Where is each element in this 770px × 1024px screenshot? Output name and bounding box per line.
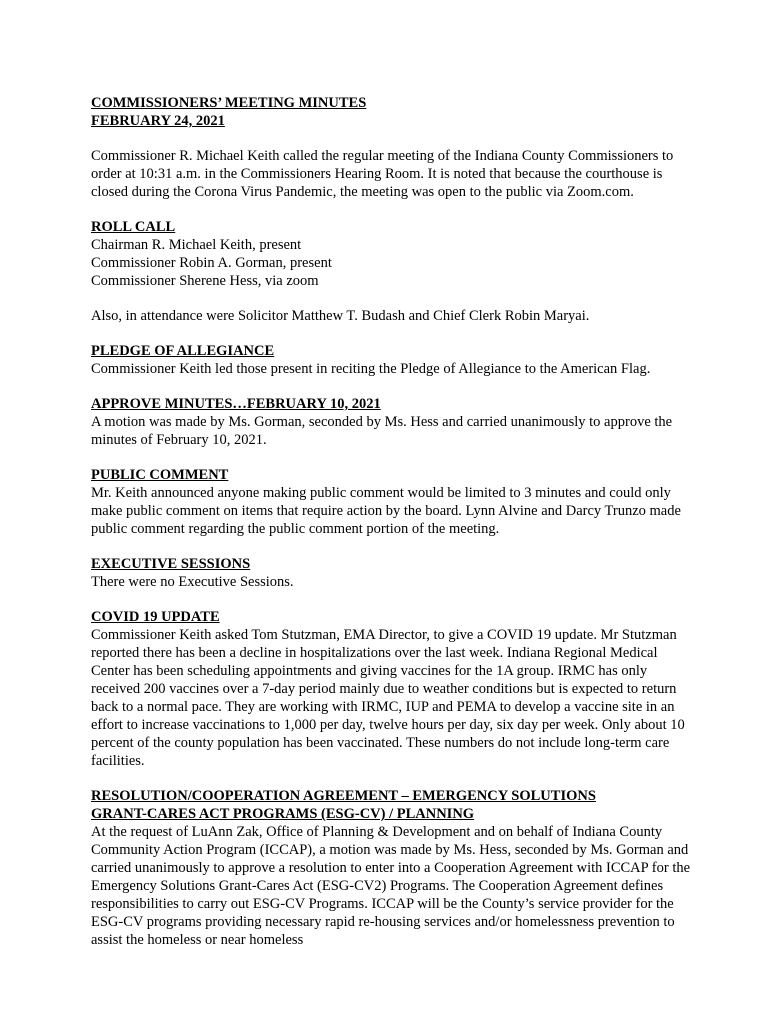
attendance-paragraph: Also, in attendance were Solicitor Matthew T. Budash and Chief Clerk Robin Maryai.	[91, 308, 590, 324]
covid-update-section	[91, 608, 691, 770]
minutes-page	[91, 94, 691, 966]
intro-paragraph: Commissioner R. Michael Keith called the regular meeting of the Indiana County Commissioners to order at 10:31 a.m. in the Commissioners Hearing Room. It is noted that because the courthouse is closed during the Corona Virus Pandemic, the meeting was open to the public via Zoom.com.	[91, 148, 674, 200]
approve-minutes-section	[91, 395, 691, 449]
covid-update-body: Commissioner Keith asked Tom Stutzman, EMA Director, to give a COVID 19 update. Mr Stutzman reported there has been a decline in hospitalizations over the last week. Indiana Regional Medical Center has been scheduling appointments and giving vaccines for the 1A group. IRMC has only received 200 vaccines over a 7-day period mainly due to weather conditions but is expected to return back to a normal pace. They are working with IRMC, IUP and PEMA to develop a vaccine site in an effort to increase vaccinations to 1,000 per day, twelve hours per day, six day per week. Only about 10 percent of the county population has been vaccinated. These numbers do not include long-term care facilities.	[91, 627, 685, 769]
public-comment-heading: PUBLIC COMMENT	[91, 467, 229, 483]
resolution-heading-line-2: GRANT-CARES ACT PROGRAMS (ESG-CV) / PLANNING	[91, 806, 475, 822]
roll-call-line: Commissioner Robin A. Gorman, present	[91, 255, 332, 271]
roll-call-line: Commissioner Sherene Hess, via zoom	[91, 273, 319, 289]
title-line-1: COMMISSIONERS’ MEETING MINUTES	[91, 95, 367, 111]
title-line-2: FEBRUARY 24, 2021	[91, 113, 225, 129]
approve-minutes-heading: APPROVE MINUTES…FEBRUARY 10, 2021	[91, 396, 381, 412]
covid-update-heading: COVID 19 UPDATE	[91, 609, 220, 625]
resolution-body: At the request of LuAnn Zak, Office of Planning & Development and on behalf of Indiana County Community Action Program (ICCAP), a motion was made by Ms. Hess, seconded by Ms. Gorman and carried unanimously to approve a resolution to enter into a Cooperation Agreement with ICCAP for the Emergency Solutions Grant-Cares Act (ESG-CV2) Programs. The Cooperation Agreement defines responsibilities to carry out ESG-CV Programs. ICCAP will be the County’s service provider for the ESG-CV programs providing necessary rapid re-housing services and/or homelessness prevention to assist the homeless or near homeless	[91, 824, 691, 948]
roll-call-section	[91, 218, 691, 290]
resolution-heading-line-1: RESOLUTION/COOPERATION AGREEMENT – EMERGENCY SOLUTIONS	[91, 788, 596, 804]
document-title	[91, 94, 691, 130]
approve-minutes-body: A motion was made by Ms. Gorman, seconded by Ms. Hess and carried unanimously to approve the minutes of February 10, 2021.	[91, 414, 673, 448]
public-comment-section	[91, 466, 691, 538]
executive-sessions-heading: EXECUTIVE SESSIONS	[91, 556, 251, 572]
executive-sessions-section	[91, 555, 691, 591]
public-comment-body: Mr. Keith announced anyone making public comment would be limited to 3 minutes and could only make public comment on items that require action by the board. Lynn Alvine and Darcy Trunzo made public comment regarding the public comment portion of the meeting.	[91, 485, 681, 537]
pledge-section	[91, 342, 691, 378]
executive-sessions-body: There were no Executive Sessions.	[91, 574, 294, 590]
roll-call-heading: ROLL CALL	[91, 219, 176, 235]
pledge-body: Commissioner Keith led those present in reciting the Pledge of Allegiance to the American Flag.	[91, 361, 651, 377]
roll-call-line: Chairman R. Michael Keith, present	[91, 237, 302, 253]
pledge-heading: PLEDGE OF ALLEGIANCE	[91, 343, 275, 359]
resolution-section	[91, 787, 691, 949]
